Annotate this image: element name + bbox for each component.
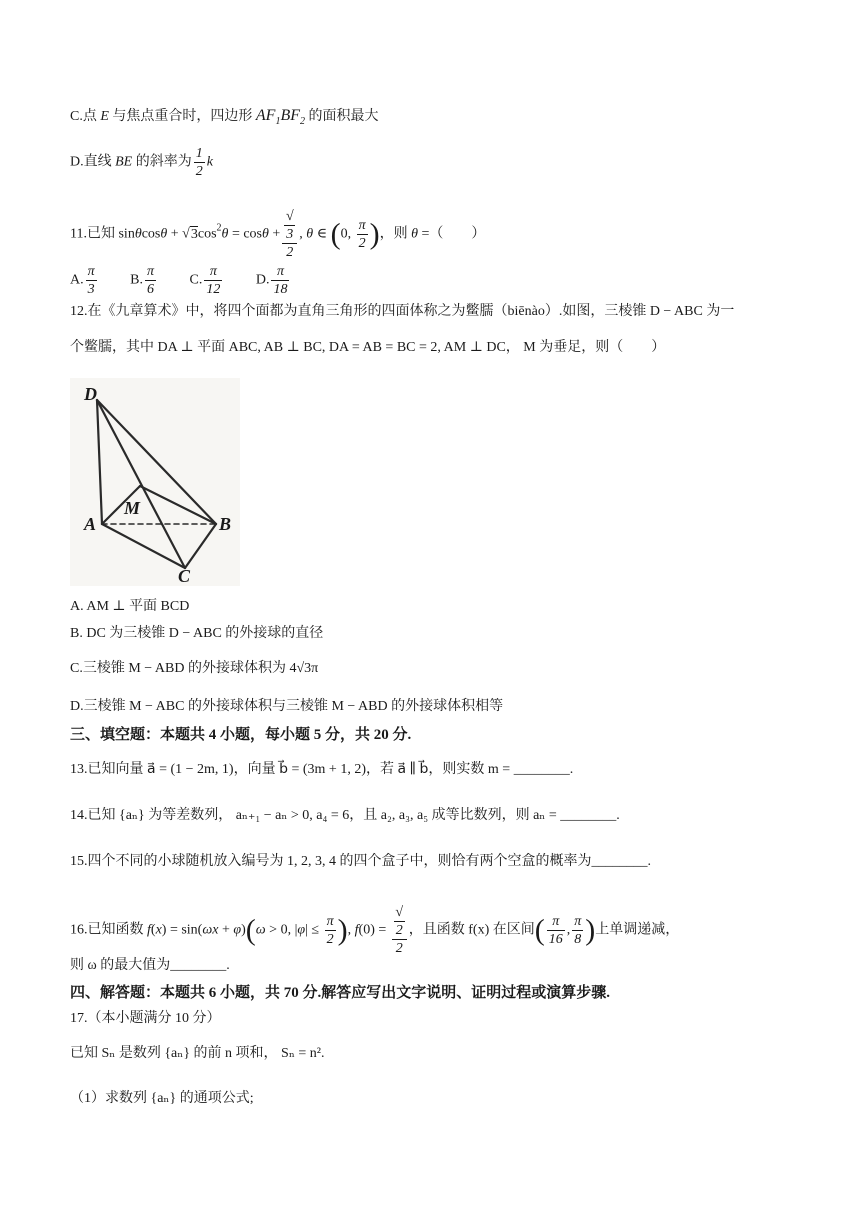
- q15: 15.四个不同的小球随机放入编号为 1, 2, 3, 4 的四个盒子中，则恰有两个空盒的概率为________.: [70, 854, 651, 869]
- q12-stem-line1: 12.在《九章算术》中，将四个面都为直角三角形的四面体称之为鳖臑（biēnào）.如图，三棱锥 D − ABC 为一: [70, 304, 735, 319]
- q17-stem: 已知 Sₙ 是数列 {aₙ} 的前 n 项和， Sₙ = n².: [70, 1046, 325, 1061]
- figure-label-m: M: [124, 498, 141, 518]
- figure-label-c: C: [178, 566, 191, 586]
- q11-option-b: B. $\frac{\pi}{6}$: [130, 264, 154, 297]
- q12-option-a: A. AM ⊥ 平面 BCD: [70, 599, 190, 614]
- q16-line2: 则 ω 的最大值为________.: [70, 958, 230, 973]
- q13: 13.已知向量 a⃗ = (1 − 2m, 1)，向量 b⃗ = (3m + 1, 2)，若 a⃗ ∥ b⃗，则实数 m = ________.: [70, 762, 574, 777]
- section4-title: 四、解答题：本题共 6 小题，共 70 分.解答应写出文字说明、证明过程或演算步骤.: [70, 985, 611, 1001]
- q11-option-d: D. $\frac{\pi}{18}$: [255, 264, 288, 297]
- q11-options: [70, 263, 319, 298]
- q16-suffix: 上单调递减，: [595, 922, 680, 938]
- q16-mid: ，且函数 f(x) 在区间: [408, 922, 535, 938]
- tetrahedron-figure: [70, 378, 240, 586]
- q12-option-d: D.三棱锥 M − ABC 的外接球体积与三棱锥 M − ABD 的外接球体积相等: [70, 699, 504, 714]
- q17-part1: （1）求数列 {aₙ} 的通项公式;: [70, 1091, 254, 1106]
- q12-option-b: B. DC 为三棱锥 D − ABC 的外接球的直径: [70, 626, 324, 641]
- q16-prefix: 16.已知函数: [70, 922, 144, 938]
- tetrahedron-diagram: [70, 378, 240, 586]
- q11-stem: 11.已知 $\sin\theta\cos\theta + √3\cos^2\theta = \cos\theta$ + √ 3 2 , θ ∈ (0, $\frac{\pi}{2}$ )，则 θ =（ ）: [70, 209, 486, 260]
- q11-option-a: A. $\frac{\pi}{3}$: [70, 264, 95, 297]
- q12-stem-line2: 个鳖臑，其中 DA ⊥ 平面 ABC, AB ⊥ BC, DA = AB = BC = 2, AM ⊥ DC， M 为垂足，则（ ）: [70, 340, 666, 355]
- q10-option-d: D.直线 BE 的斜率为 $\frac{1}{2}$ k: [70, 146, 213, 179]
- q17-header: 17.（本小题满分 10 分）: [70, 1011, 221, 1026]
- section3-title: 三、填空题：本题共 4 小题，每小题 5 分，共 20 分.: [70, 727, 412, 743]
- figure-label-d: D: [84, 384, 97, 404]
- q14: 14.已知 {aₙ} 为等差数列， aₙ₊₁ − aₙ > 0, a₄ = 6，且 a₂, a₃, a₅ 成等比数列，则 aₙ = ________.: [70, 808, 620, 823]
- q10-option-c: C.点 E 与焦点重合时，四边形 $AF_1BF_2$ 的面积最大: [70, 107, 379, 127]
- figure-label-b: B: [219, 514, 232, 534]
- q11-option-c: C. $\frac{\pi}{12}$: [189, 264, 221, 297]
- figure-label-a: A: [84, 514, 97, 534]
- q16-line1: 16.已知函数 f(x) = sin(ωx + φ)(ω > 0, |φ| ≤ $\frac{\pi}{2}$ ), f(0) = √ 2 2 ，且函数 f(x) 在区间( $\frac{\pi}{16}$ , $\frac{\pi}{8}$ )上单调递减，: [70, 905, 680, 956]
- q12-option-c: C.三棱锥 M − ABD 的外接球体积为 4√3π: [70, 661, 319, 676]
